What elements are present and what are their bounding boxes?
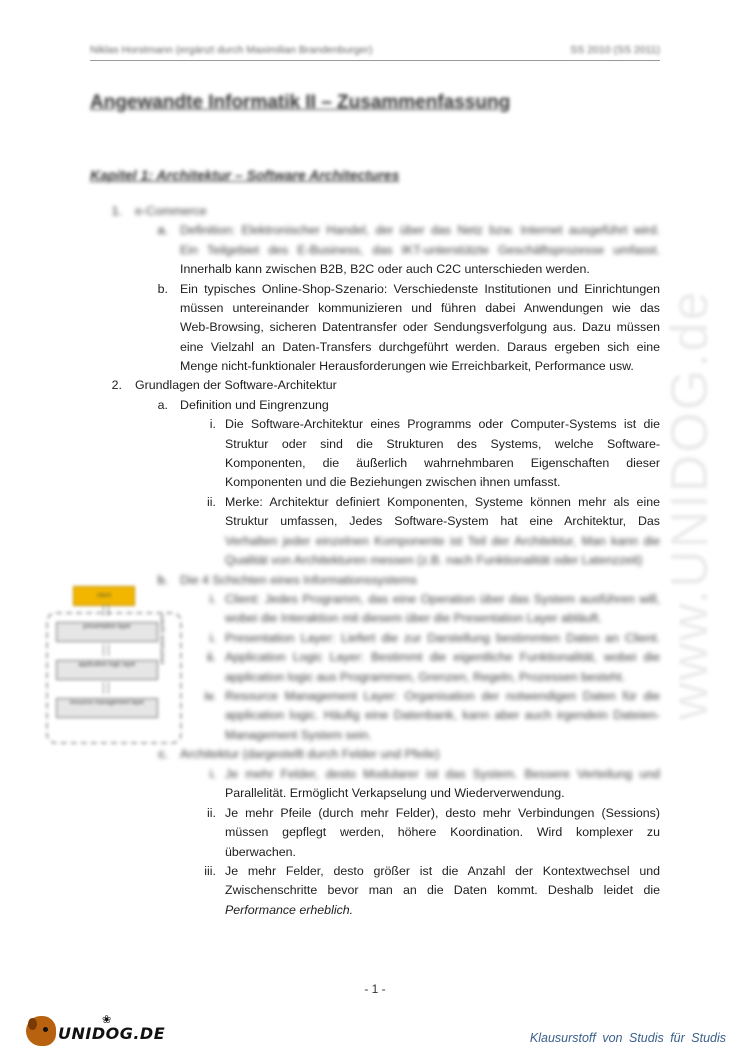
- text-line: Performance erheblich.: [225, 903, 354, 917]
- diagram-application-box: application logic layer: [56, 660, 158, 680]
- marker-2a: a.: [157, 398, 168, 412]
- text-line: Application Logic Layer: Bestimmt die eigentliche Funktionalität, wobei die: [225, 650, 660, 664]
- layer-diagram: [40, 578, 180, 743]
- marker-1a: a.: [157, 223, 168, 237]
- text-line: Definition: Elektronischer Handel, der über das Netz bzw. Internet ausgeführt wird.: [180, 223, 660, 237]
- text-line: Je mehr Felder, desto größer ist die Anzahl der Kontextwechsel und: [225, 864, 660, 878]
- text-line: Management System sein.: [225, 728, 372, 742]
- text-line: Merke: Architektur definiert Komponenten, Systeme können mehr als eine: [225, 495, 660, 509]
- text-line: Web-Browsing, sicheren Datentransfer oder Sendungsverfolgung aus. Dazu müssen: [180, 320, 660, 334]
- text-line: Je mehr Felder, desto Modularer ist das System. Bessere Verteilung und: [225, 767, 660, 781]
- unidog-logo: [26, 1016, 166, 1048]
- text-line: e-Commerce: [135, 204, 207, 218]
- header-author: Niklas Horstmann (ergänzt durch Maximilian Brandenburger): [90, 44, 373, 56]
- text-line: Die Software-Architektur eines Programms oder Computer-Systems ist die: [225, 417, 660, 431]
- footer-slogan: Klausurstoff von Studis für Studis: [529, 1031, 726, 1045]
- diagram-resource-box: resource management layer: [56, 698, 158, 718]
- marker-2: 2.: [111, 378, 122, 392]
- marker-2b: b.: [157, 573, 168, 587]
- marker-2b-i: i.: [209, 592, 216, 606]
- paw-icon: ❀: [102, 1014, 112, 1026]
- text-line: Je mehr Pfeile (durch mehr Felder), desto mehr Verbindungen (Sessions): [225, 806, 660, 820]
- diagram-arrow: [102, 604, 110, 616]
- text-line: Client: Jedes Programm, das eine Operation über das System ausführen will,: [225, 592, 660, 606]
- marker-2a-i: i.: [209, 417, 216, 431]
- text-line: Qualität von Architekturen messen (z.B. nach Funktionalität oder Latenzzeit): [225, 553, 643, 567]
- text-line: Ein typisches Online-Shop-Szenario: Verschiedenste Institutionen und Einrichtungen: [180, 282, 660, 296]
- text-line: eine Vielzahl an Daten-Transfers durchgeführt werden. Daraus ergeben sich eine: [180, 340, 660, 354]
- text-line: Menge nicht-funktionaler Herausforderungen wie Erreichbarkeit, Performance usw.: [180, 359, 634, 373]
- diagram-presentation-box: presentation layer: [56, 622, 158, 642]
- chapter-heading: Kapitel 1: Architektur – Software Architectures: [90, 167, 400, 183]
- text-line: Ein Teilgebiet des E-Business, das IKT-unterstützte Geschäftsprozesse umfasst.: [180, 243, 660, 257]
- marker-1: 1.: [111, 204, 122, 218]
- text-line: Struktur umfassen, Jedes Software-System hat eine Architektur, Das: [225, 514, 660, 528]
- marker-2c-i: i.: [209, 767, 216, 781]
- text-line: Parallelität. Ermöglicht Verkapselung und Wiederverwendung.: [225, 786, 565, 800]
- watermark: www.UNIDOG.de: [661, 289, 719, 720]
- text-line: application logic. Häufig eine Datenbank, kann aber auch irgendein Dateien-: [225, 708, 660, 722]
- text-line: Zwischenschritte bevor man an die Daten kommt. Deshalb leidet die: [225, 883, 660, 897]
- marker-2b-ii: i.: [209, 631, 216, 645]
- text-line: wobei die Interaktion mit diesem über die Presentation Layer abläuft.: [225, 611, 602, 625]
- text-line: müssen gepflegt werden, höhere Koordination. Wird komplexer zu: [225, 825, 660, 839]
- text-line: Definition und Eingrenzung: [180, 398, 329, 412]
- diagram-arrow: [102, 682, 110, 694]
- diagram-client-box: client: [73, 586, 135, 606]
- text-line: Die 4 Schichten eines Informationssystems: [180, 573, 417, 587]
- text-line: Resource Management Layer: Organisation der notwendigen Daten für die: [225, 689, 660, 703]
- text-line: Komponenten und die Beziehungen zwischen ihnen umfasst.: [225, 475, 561, 489]
- text-line: Architektur (dargestellt durch Felder und Pfeile): [180, 747, 440, 761]
- text-line: application logic aus Programmen, Grenzen, Regeln, Prozessen besteht.: [225, 670, 626, 684]
- marker-1b: b.: [157, 282, 168, 296]
- marker-2a-ii: ii.: [207, 495, 216, 509]
- marker-2b-iv: iv.: [204, 689, 216, 703]
- header-rule: [90, 60, 660, 61]
- logo-text: UNIDOG.DE: [58, 1024, 166, 1043]
- text-line: Komponenten, die äußerlich wahrnehmbaren Eigenschaften dieser: [225, 456, 660, 470]
- header-semester: SS 2010 (SS 2011): [570, 44, 660, 56]
- document-title: Angewandte Informatik II – Zusammenfassung: [90, 92, 511, 113]
- text-line: Verhalten jeder einzelnen Komponente ist Teil der Architektur, Man kann die: [225, 534, 660, 548]
- marker-2c: c.: [158, 747, 168, 761]
- diagram-arrow: [102, 644, 110, 656]
- running-header: [90, 44, 660, 56]
- diagram-side-label: information system: [160, 614, 166, 665]
- text-line: Grundlagen der Software-Architektur: [135, 378, 337, 392]
- text-line: Struktur oder sind die Strukturen des Systems, welche Software-: [225, 437, 660, 451]
- marker-2b-iii: ii.: [207, 650, 216, 664]
- text-line: überwachen.: [225, 845, 296, 859]
- text-line: Presentation Layer: Liefert die zur Darstellung bestimmten Daten an Client.: [225, 631, 660, 645]
- text-line: müssen untereinander kommunizieren und führen dabei Anwendungen wie das: [180, 301, 660, 315]
- page-number: - 1 -: [364, 982, 386, 996]
- text-line: Innerhalb kann zwischen B2B, B2C oder auch C2C unterschieden werden.: [180, 262, 590, 276]
- marker-2c-ii: ii.: [207, 806, 216, 820]
- dog-icon: [26, 1016, 56, 1046]
- marker-2c-iii: iii.: [204, 864, 216, 878]
